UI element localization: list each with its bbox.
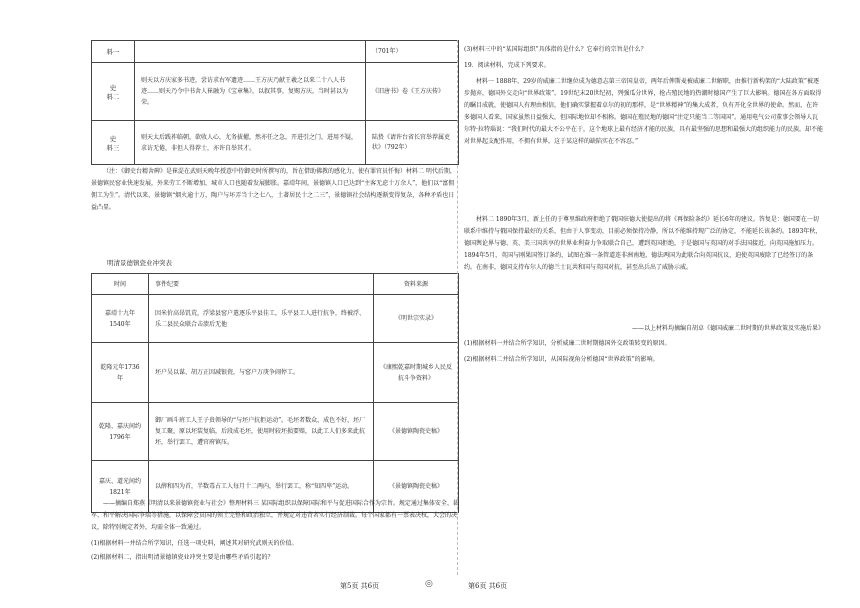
table-caption: 明清景德镇瓷业冲突表 xyxy=(107,259,172,267)
row-label: 料一 xyxy=(92,41,135,63)
table-row xyxy=(92,343,459,403)
question-19-2: (2)根据材料二并结合所学知识，从国际视角分析德国“世界政策”的影响。 xyxy=(464,356,659,363)
cell-event: 御厂画斗班工人王子贵领导的“与坯户抗拒运动”。毛坯者数众，成色不好，坯厂复工聚，原以坯装复临，后段成毛坯，使用时较坯损要赔，以此工人们多来此抗坯，举行罢工，遭官府镇压。 xyxy=(149,403,374,461)
material-note: （注：《御史台精舍碑》是崔湜在武则天晚年授意中侍御史时所撰写的，旨在借助佛教的感化力，使有罪官员忏悔）材料二 明代后期，景德镇民窑业快速发展，外来劳工不断增加，城市人口也随着发展膨胀。嘉靖年间，景德镇人口已达到“主客无虑十万余人”，他们以“富佣佣工为生”。清代以来，景德镇“烟火逾十万，陶户与坏弄当十之七八，土著居民十之二三”，景德镇社会结构逐渐变得复杂，各种矛盾也日益凸显。 xyxy=(91,168,456,211)
cell-event: 坯户吴以谋、胡万正因减银瓷，与窑户万庚争闹停工。 xyxy=(149,343,374,403)
header-source: 资料来源 xyxy=(374,274,459,295)
page-number: 第5页 共6页 xyxy=(340,582,380,590)
row-source: 《旧唐书》卷《王方庆传》 xyxy=(366,63,459,121)
question-19: 19．阅读材料，完成下列要求。 xyxy=(464,62,550,69)
binding-mark: ◎ xyxy=(425,579,433,589)
cell-time: 嘉庆、道光间约1821年 xyxy=(92,461,149,513)
cell-time: 嘉靖十九年1540年 xyxy=(92,295,149,343)
row-label: 史 料三 xyxy=(92,121,135,165)
question-19-1: (1)根据材料一并结合所学知识，分析威廉二世时期德国外交政策转变的原因。 xyxy=(464,340,671,347)
table-row xyxy=(92,41,459,63)
citation: ——以上材料均摘编自胡卓《德国威廉二世时期的世界政策及实施后果》 xyxy=(631,325,824,332)
cell-source: 《明世宗实录》 xyxy=(374,295,459,343)
table-row xyxy=(92,63,459,121)
table-row xyxy=(92,403,459,461)
row-label: 史 料二 xyxy=(92,63,135,121)
cell-event: 以薛和四为首，半数毒占工人每月十二两内，举行罢工，称“知四卑”运动。 xyxy=(149,461,374,513)
right-page xyxy=(430,0,860,608)
material-two: 材料二 1890年3月，新上任的于尊里维政府拒绝了俄国驻德大使提出的将《再保险条约》延长6年的建议。答复是：德国要在一切联系中维持与俄国保持最好的关系，但由于人事变动，目前必须保持冷静，所以不能维持现广泛的协定，不能延长该条约。1893年秋，德国舆论界与德、英、美三国共享的世界业利奋力争取联合自己，遭到英国拒绝，于是德国与英国的对手法国接近，向英国施加压力。1894年5月，英国与刚果国签订条约，试图在维一条管道连非洲南地，德法两国为此联合向英国抗议，迫使英国废除了已经签订的条约。在南非，德国支持布尔人的德兰士瓦共和国与英国对抗，甚至出兵出了威胁示威。 xyxy=(464,216,822,271)
header-event: 事件纪要 xyxy=(149,274,374,295)
row-text: 则天太后践祚临朝，欲收人心，尤务拔擢，然亦任之急，开进引之门，进用不疑，求访无倦，非但人得荐士，亦许自举其才。 xyxy=(135,121,366,165)
row-text xyxy=(135,41,366,63)
table-row xyxy=(92,121,459,165)
material-three: ——摘编自郑燕《明清以来景德镇瓷业与社会》整理材料三 某国际组织以保障国际和平与促进国际合作为宗旨。规定通过集体安全、裁军、和平解决国际争端等措施，以保障会员国的领土完整和政治独立，并规定对违背者实行经济制裁。每个国家都有一票表决权，大会的决议，除特别规定者外，均需全体一致通过。 xyxy=(91,500,459,531)
page-number: 第6页 共6页 xyxy=(468,582,508,590)
cell-source: 《景德镇陶瓷史稿》 xyxy=(374,403,459,461)
header-time: 时间 xyxy=(92,274,149,295)
row-source: （701年） xyxy=(366,41,459,63)
table-row xyxy=(92,295,459,343)
row-source: 陆贽《请许台省长官举荐属吏状》（792年） xyxy=(366,121,459,165)
cell-event: 因米价高昂饥荒，浮梁县窑户遣逐乐平县佳工，乐平县工人进行抗争，终被浮、乐二县民众联合击溃后无他 xyxy=(149,295,374,343)
row-text: 则天以方庆家多书迹，尝访求右军遗迹……王方庆乃献王羲之以来二十八人书迹……则天乃令中书舍人崔融为《宝章集》，以叙其事，复赐方庆，当时甚以为荣。 xyxy=(135,63,366,121)
cell-time: 乾隆、嘉庆间约1796年 xyxy=(92,403,149,461)
material-one: 材料一 1888年，29岁的威廉二世继位成为德意志第三帝国皇帝，两年后俾斯麦被威廉二世解职，由推行新构架的“大陆政策”被逐步抛弃，德国外交走向“世界政策”。19世纪末20世纪初，列强瓜分世界，抢占殖民地的热潮时德国产生了巨大影响。德国在各方面取得的瞩目成就，使德国人有理由相信，他们确实掌握着卓尔的初的那样，是“世界精神”的集大成者，负有开化全世界的使命。然而，在许多德国人看来，国家虽然日益强大，但国际地位却不相称。德国在殖民地的德国“注定只能当二等国国”。通用电气公司董事会领导人瓦尔特·拉特瑙说：“我们时代的最大不公平在于，这个地球上最有经济才能的民族，具有最坚强的思想和最强大的组织能力的民族，却不能对世界起支配作用，不拥有世界，这于某这样的缺陷实在不容忍。” xyxy=(464,78,823,145)
cell-source: 《景德镇陶瓷史稿》 xyxy=(374,461,459,513)
conflict-table xyxy=(91,273,459,513)
question-3: (3)材料三中的“某国际组织”具体指的是什么？它奉行的宗旨是什么？ xyxy=(464,46,647,53)
material-table xyxy=(91,40,459,165)
table-header-row xyxy=(92,274,459,295)
cell-time: 乾隆元年1736年 xyxy=(92,343,149,403)
cell-source: 《康熙乾嘉时期城乡人民反抗斗争资料》 xyxy=(374,343,459,403)
question-2: (2)根据材料二，指出明清景德镇瓷业冲突主要是由哪些矛盾引起的？ xyxy=(91,554,274,561)
question-1: (1)根据材料一并结合所学知识，任选一项史料，阐述其对研究武则天的价值。 xyxy=(91,540,298,547)
